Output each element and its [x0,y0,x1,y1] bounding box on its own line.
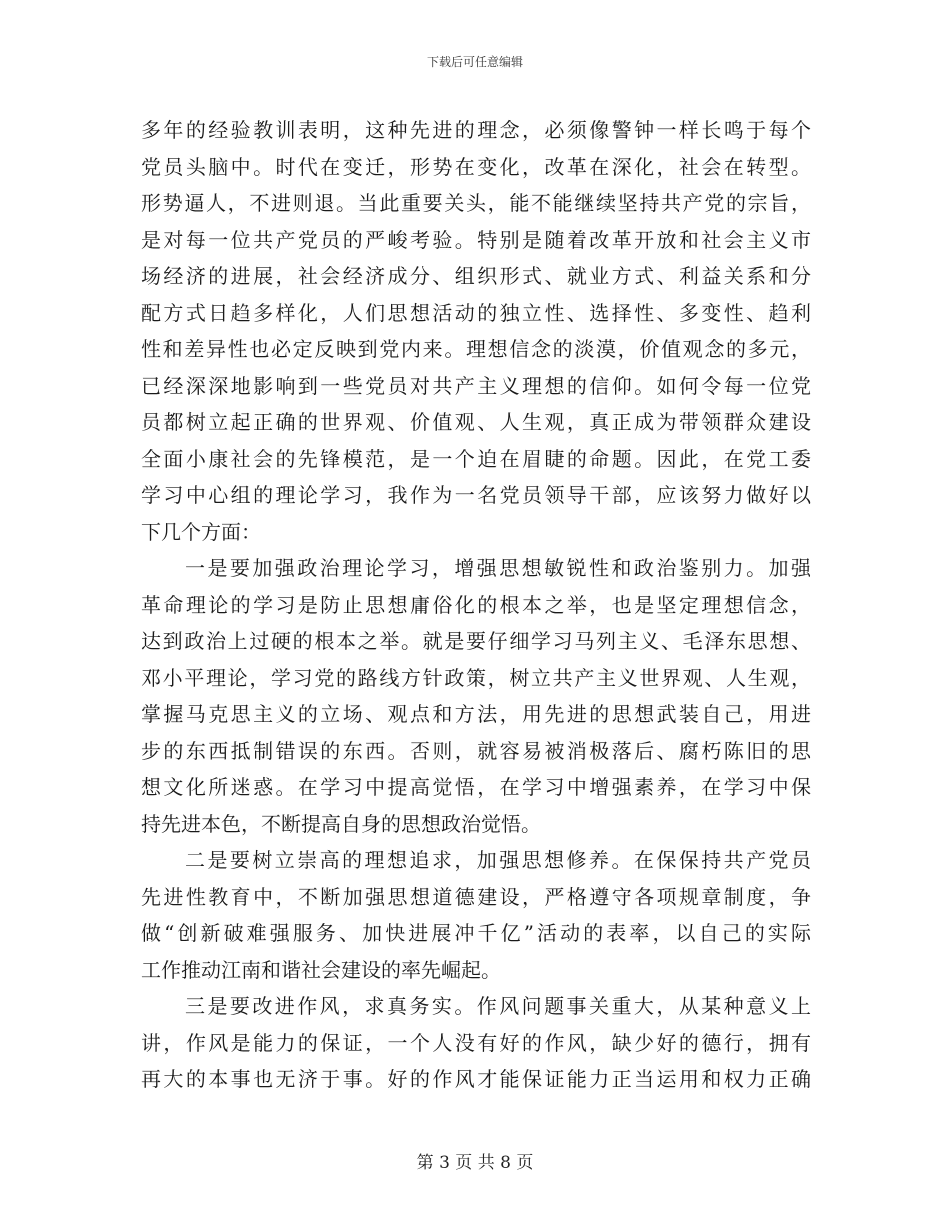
text-line: 做“创新破难强服务、加快进展冲千亿”活动的表率，以自己的实际 [141,921,811,945]
text-line: 多年的经验教训表明，这种先进的理念，必须像警钟一样长鸣于每个 [141,118,811,142]
text-line: 三是要改进作风，求真务实。作风问题事关重大，从某种意义上 [185,994,811,1018]
text-line: 再大的本事也无济于事。好的作风才能保证能力正当运用和权力正确 [141,1067,811,1091]
page-header: 下载后可任意编辑 [426,55,523,69]
text-line: 全面小康社会的先锋模范，是一个迫在眉睫的命题。因此，在党工委 [141,446,811,471]
text-line: 持先进本色，不断提高自身的思想政治觉悟。 [141,811,541,836]
text-line: 学习中心组的理论学习，我作为一名党员领导干部，应该努力做好以 [141,483,811,507]
text-line: 党员头脑中。时代在变迁，形势在变化，改革在深化，社会在转型。 [141,154,811,179]
text-line: 场经济的进展，社会经济成分、组织形式、就业方式、利益关系和分 [141,264,811,288]
text-line: 讲，作风是能力的保证，一个人没有好的作风，缺少好的德行，拥有 [141,1030,811,1055]
document-body [141,112,811,1098]
text-line: 是对每一位共产党员的严峻考验。特别是随着改革开放和社会主义市 [141,227,811,252]
text-line: 步的东西抵制错误的东西。否则，就容易被消极落后、腐朽陈旧的思 [141,738,811,763]
page-number-footer: 第 3 页 共 8 页 [416,1153,534,1173]
text-line: 革命理论的学习是防止思想庸俗化的根本之举，也是坚定理想信念， [141,592,811,617]
text-line: 形势逼人，不进则退。当此重要关头，能不能继续坚持共产党的宗旨， [141,191,811,215]
text-line: 工作推动江南和谐社会建设的率先崛起。 [141,957,501,982]
text-line: 已经深深地影响到一些党员对共产主义理想的信仰。如何令每一位党 [141,373,811,398]
text-line: 邓小平理论，学习党的路线方针政策，树立共产主义世界观、人生观， [141,665,811,690]
text-line: 想文化所迷惑。在学习中提高觉悟，在学习中增强素养，在学习中保 [141,775,811,799]
text-line: 一是要加强政治理论学习，增强思想敏锐性和政治鉴别力。加强 [185,556,811,580]
text-line: 掌握马克思主义的立场、观点和方法，用先进的思想武装自己，用进 [141,702,811,726]
text-line: 下几个方面： [141,519,261,544]
text-line: 配方式日趋多样化，人们思想活动的独立性、选择性、多变性、趋利 [141,300,811,325]
text-line: 员都树立起正确的世界观、价值观、人生观，真正成为带领群众建设 [141,410,811,434]
text-line: 性和差异性也必定反映到党内来。理想信念的淡漠，价值观念的多元， [141,337,811,361]
text-line: 达到政治上过硬的根本之举。就是要仔细学习马列主义、毛泽东思想、 [141,629,811,653]
text-line: 二是要树立崇高的理想追求，加强思想修养。在保保持共产党员 [185,848,811,872]
text-line: 先进性教育中，不断加强思想道德建设，严格遵守各项规章制度，争 [141,884,811,909]
